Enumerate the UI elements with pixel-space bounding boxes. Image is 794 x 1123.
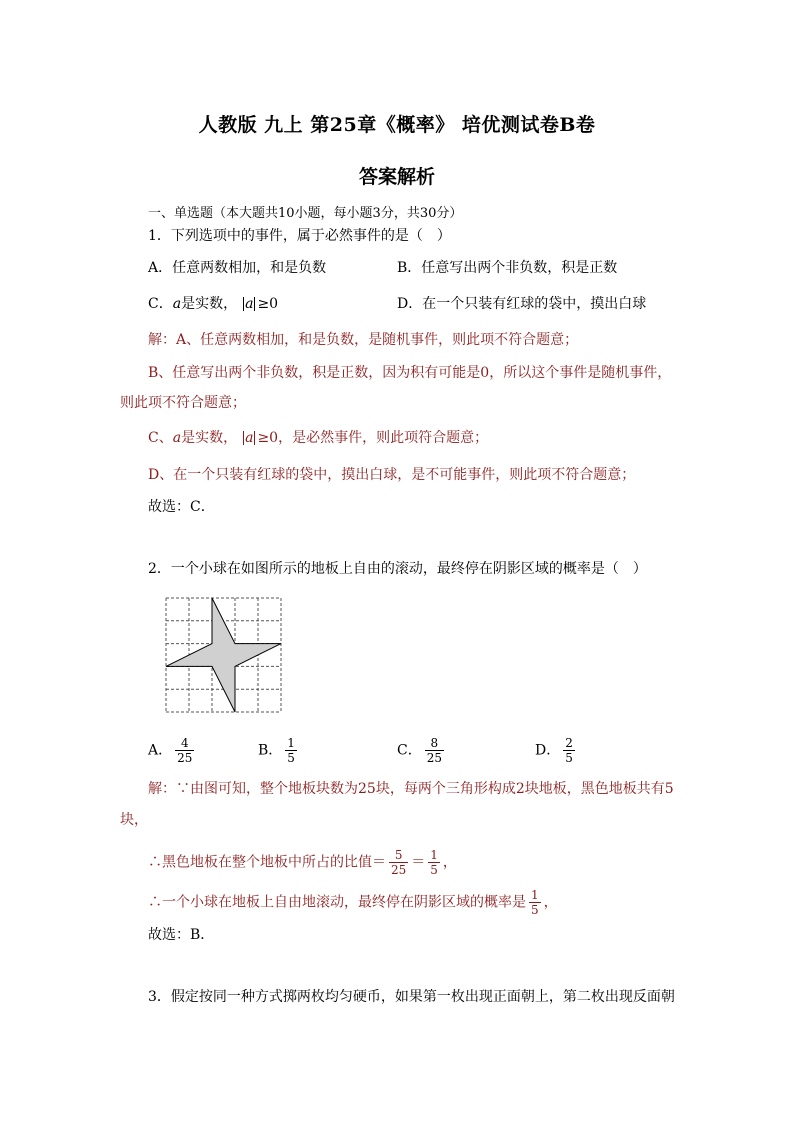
q1-solution-b: B、任意写出两个非负数，积是正数，因为积有可能是0，所以这个事件是随机事件， (148, 365, 672, 381)
floor-figure (165, 597, 283, 714)
q1-option-c-label: C． (148, 296, 173, 312)
q2-option-d-num: 2 (565, 736, 573, 750)
q2-option-c (397, 736, 447, 765)
q2-option-d (535, 736, 578, 765)
q1-solution-c-label: C、 (148, 430, 173, 446)
q2-solution-b-f1-num: 5 (389, 848, 408, 863)
q1-option-c-var: a (172, 296, 182, 312)
q2-option-d-label: D． (535, 742, 561, 759)
q1-option-c-mid: 是实数， (181, 296, 238, 312)
q2-option-a (148, 736, 197, 765)
q1-solution-a: 解：A、任意两数相加，和是负数，是随机事件，则此项不符合题意； (148, 332, 579, 348)
q1-solution-c-abs: a (245, 430, 254, 446)
q1-option-c-tail: ≥0 (257, 296, 279, 312)
shaded-star (166, 598, 281, 712)
q2-solution-c-text: ∴一个小球在地板上自由地滚动，最终停在阴影区域的概率是 (148, 894, 526, 911)
q2-option-b-label: B． (258, 742, 283, 759)
q2-solution-b-eq: ＝ (411, 854, 426, 871)
q2-option-b-num: 1 (287, 736, 295, 750)
q2-solution-c (148, 888, 558, 917)
q1-solution-b-cont: 则此项不符合题意； (120, 395, 246, 411)
q2-option-a-num: 4 (175, 736, 194, 751)
q2-solution-c-end: ， (543, 894, 558, 911)
q2-stem: 2．一个小球在如图所示的地板上自由的滚动，最终停在阴影区域的概率是（ ） (148, 561, 647, 577)
q2-option-a-label: A． (148, 742, 173, 759)
q1-option-a: A．任意两数相加，和是负数 (148, 260, 327, 276)
q2-solution-a: 解：∵由图可知，整个地板块数为25块，每两个三角形构成2块地板，黑色地板共有5 (148, 781, 674, 797)
q1-option-b: B．任意写出两个非负数，积是正数 (397, 260, 618, 276)
q3-stem: 3．假定按同一种方式掷两枚均匀硬币，如果第一枚出现正面朝上，第二枚出现反面朝 (148, 989, 675, 1005)
q2-option-d-den: 5 (565, 751, 573, 765)
page-subtitle: 答案解析 (358, 166, 435, 188)
q2-solution-b (148, 848, 457, 877)
q2-option-c-num: 8 (425, 736, 444, 751)
q2-solution-b-text: ∴黑色地板在整个地板中所占的比值＝ (148, 854, 386, 871)
q2-option-b-den: 5 (287, 751, 295, 765)
q2-solution-b-f1-den: 25 (391, 863, 407, 877)
q1-solution-c-mid: 是实数， (181, 430, 238, 446)
q1-stem: 1．下列选项中的事件，属于必然事件的是（ ） (148, 228, 451, 244)
q1-option-d: D．在一个只装有红球的袋中，摸出白球 (397, 296, 647, 312)
page-title: 人教版 九上 第25章《概率》 培优测试卷B卷 (198, 114, 596, 136)
q1-solution-c-tail: ≥0，是必然事件，则此项符合题意； (257, 430, 489, 446)
q2-option-c-label: C． (397, 742, 422, 759)
q2-answer: 故选：B． (148, 927, 215, 943)
q1-solution-c (148, 428, 488, 448)
q2-option-b (258, 736, 300, 765)
q2-solution-b-end: ， (442, 854, 457, 871)
q1-solution-c-var: a (172, 430, 182, 446)
q1-option-c (148, 294, 278, 314)
q2-solution-c-num: 1 (531, 888, 539, 902)
q2-solution-b-f2-num: 1 (430, 848, 438, 862)
q2-solution-c-den: 5 (531, 903, 539, 917)
q2-option-c-den: 25 (426, 751, 442, 765)
q2-solution-b-f2-den: 5 (430, 863, 438, 877)
q1-answer: 故选：C． (148, 499, 215, 515)
q2-solution-a-cont: 块， (120, 812, 148, 828)
q2-option-a-den: 25 (177, 751, 193, 765)
section-heading: 一、单选题（本大题共10小题，每小题3分，共30分） (148, 206, 463, 221)
q1-solution-d: D、在一个只装有红球的袋中，摸出白球，是不可能事件，则此项不符合题意； (148, 467, 636, 483)
q1-option-c-abs: a (245, 296, 254, 312)
